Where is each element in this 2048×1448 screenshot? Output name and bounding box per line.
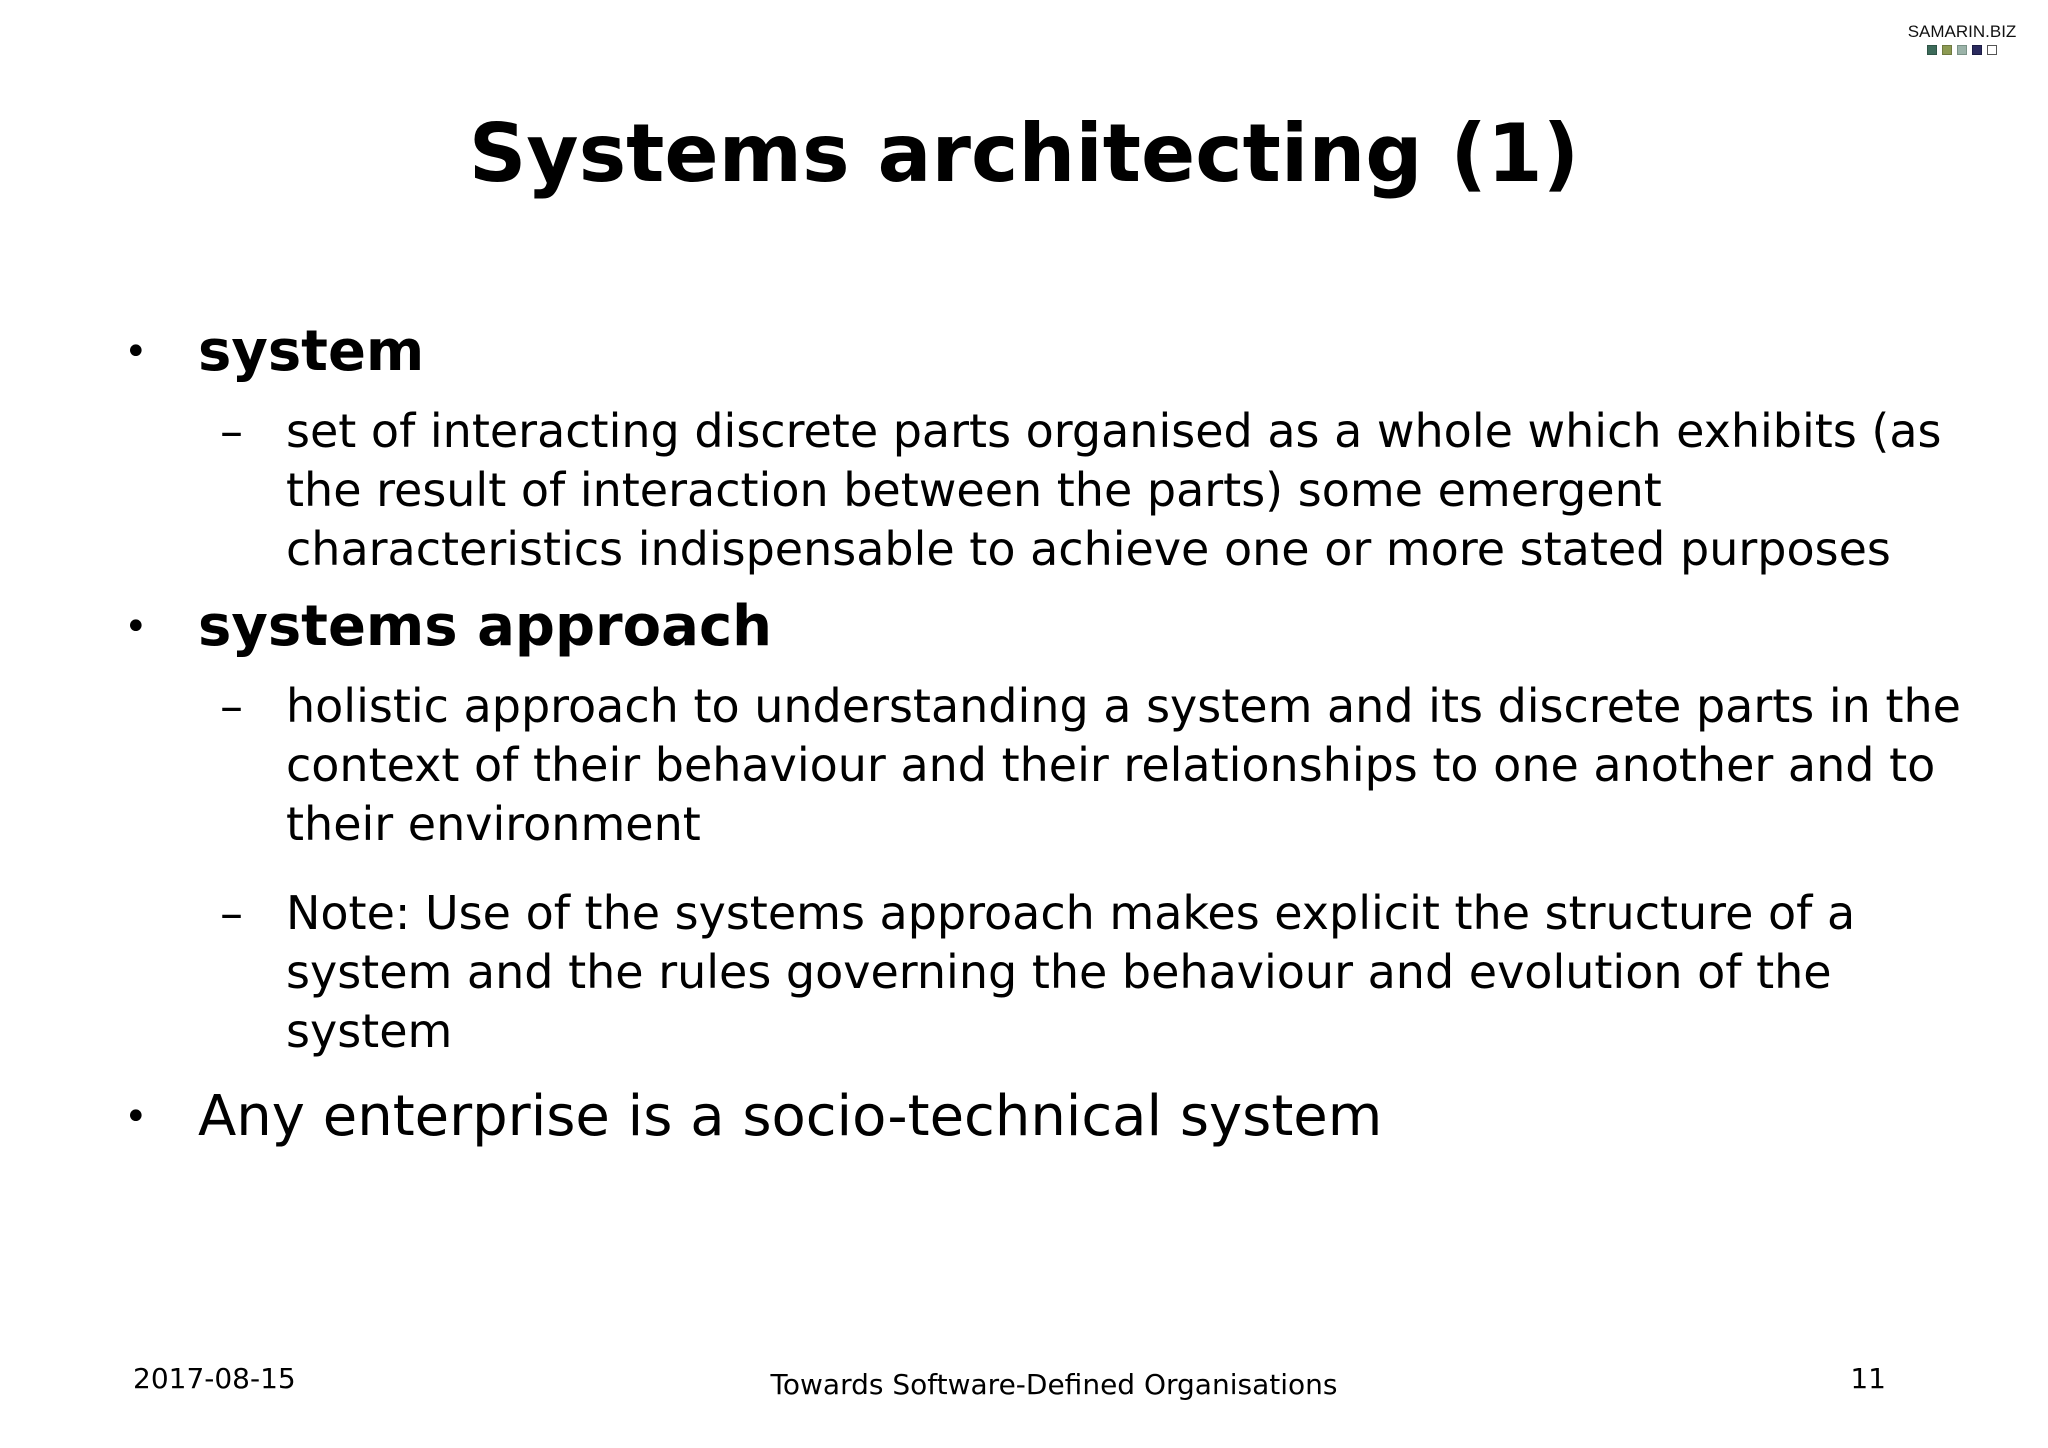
- sub-bullet-text: holistic approach to understanding a system and its discrete parts in the context of their behaviour and their relationships to one another and to their environment: [286, 679, 1961, 851]
- bullet-system: [0, 318, 2048, 386]
- sub-bullet: [0, 402, 2048, 579]
- sub-bullet-text: set of interacting discrete parts organised as a whole which exhibits (as the result of interaction between the parts) some emergent characteristics indispensable to achieve one or more stated purposes: [286, 404, 1942, 576]
- slide-title: Systems architecting (1): [468, 107, 1580, 200]
- logo-square: [1957, 45, 1967, 55]
- bullet-label: systems approach: [198, 594, 772, 659]
- bullet-label: system: [198, 319, 425, 384]
- sub-bullet-marker: –: [220, 886, 243, 940]
- logo-square: [1972, 45, 1982, 55]
- sub-bullet-marker: –: [220, 679, 243, 733]
- sub-bullet-marker: –: [220, 404, 243, 458]
- sub-bullet: [0, 884, 2048, 1061]
- bullet-marker: •: [124, 604, 148, 650]
- logo-text: SAMARIN.BIZ: [1907, 22, 2017, 41]
- sub-bullet-text: Note: Use of the systems approach makes explicit the structure of a system and the rules governing the behaviour and evolution of the system: [286, 886, 1856, 1058]
- page-number: 11: [1850, 1362, 1886, 1395]
- bullet-label: Any enterprise is a socio-technical system: [198, 1084, 1383, 1149]
- bullet-marker: •: [124, 1094, 148, 1140]
- sub-bullet: [0, 677, 2048, 854]
- logo-square: [1942, 45, 1952, 55]
- logo-square: [1927, 45, 1937, 55]
- bullet-enterprise: [0, 1083, 2048, 1151]
- bullet-systems-approach: [0, 593, 2048, 661]
- bullet-marker: •: [124, 329, 148, 375]
- footer-date: 2017-08-15: [133, 1362, 296, 1395]
- logo-squares: [1902, 45, 2022, 55]
- samarin-logo: [1902, 22, 2022, 55]
- footer-title: Towards Software-Defined Organisations: [770, 1368, 1338, 1401]
- logo-square: [1987, 45, 1997, 55]
- slide-content: [0, 318, 2048, 1151]
